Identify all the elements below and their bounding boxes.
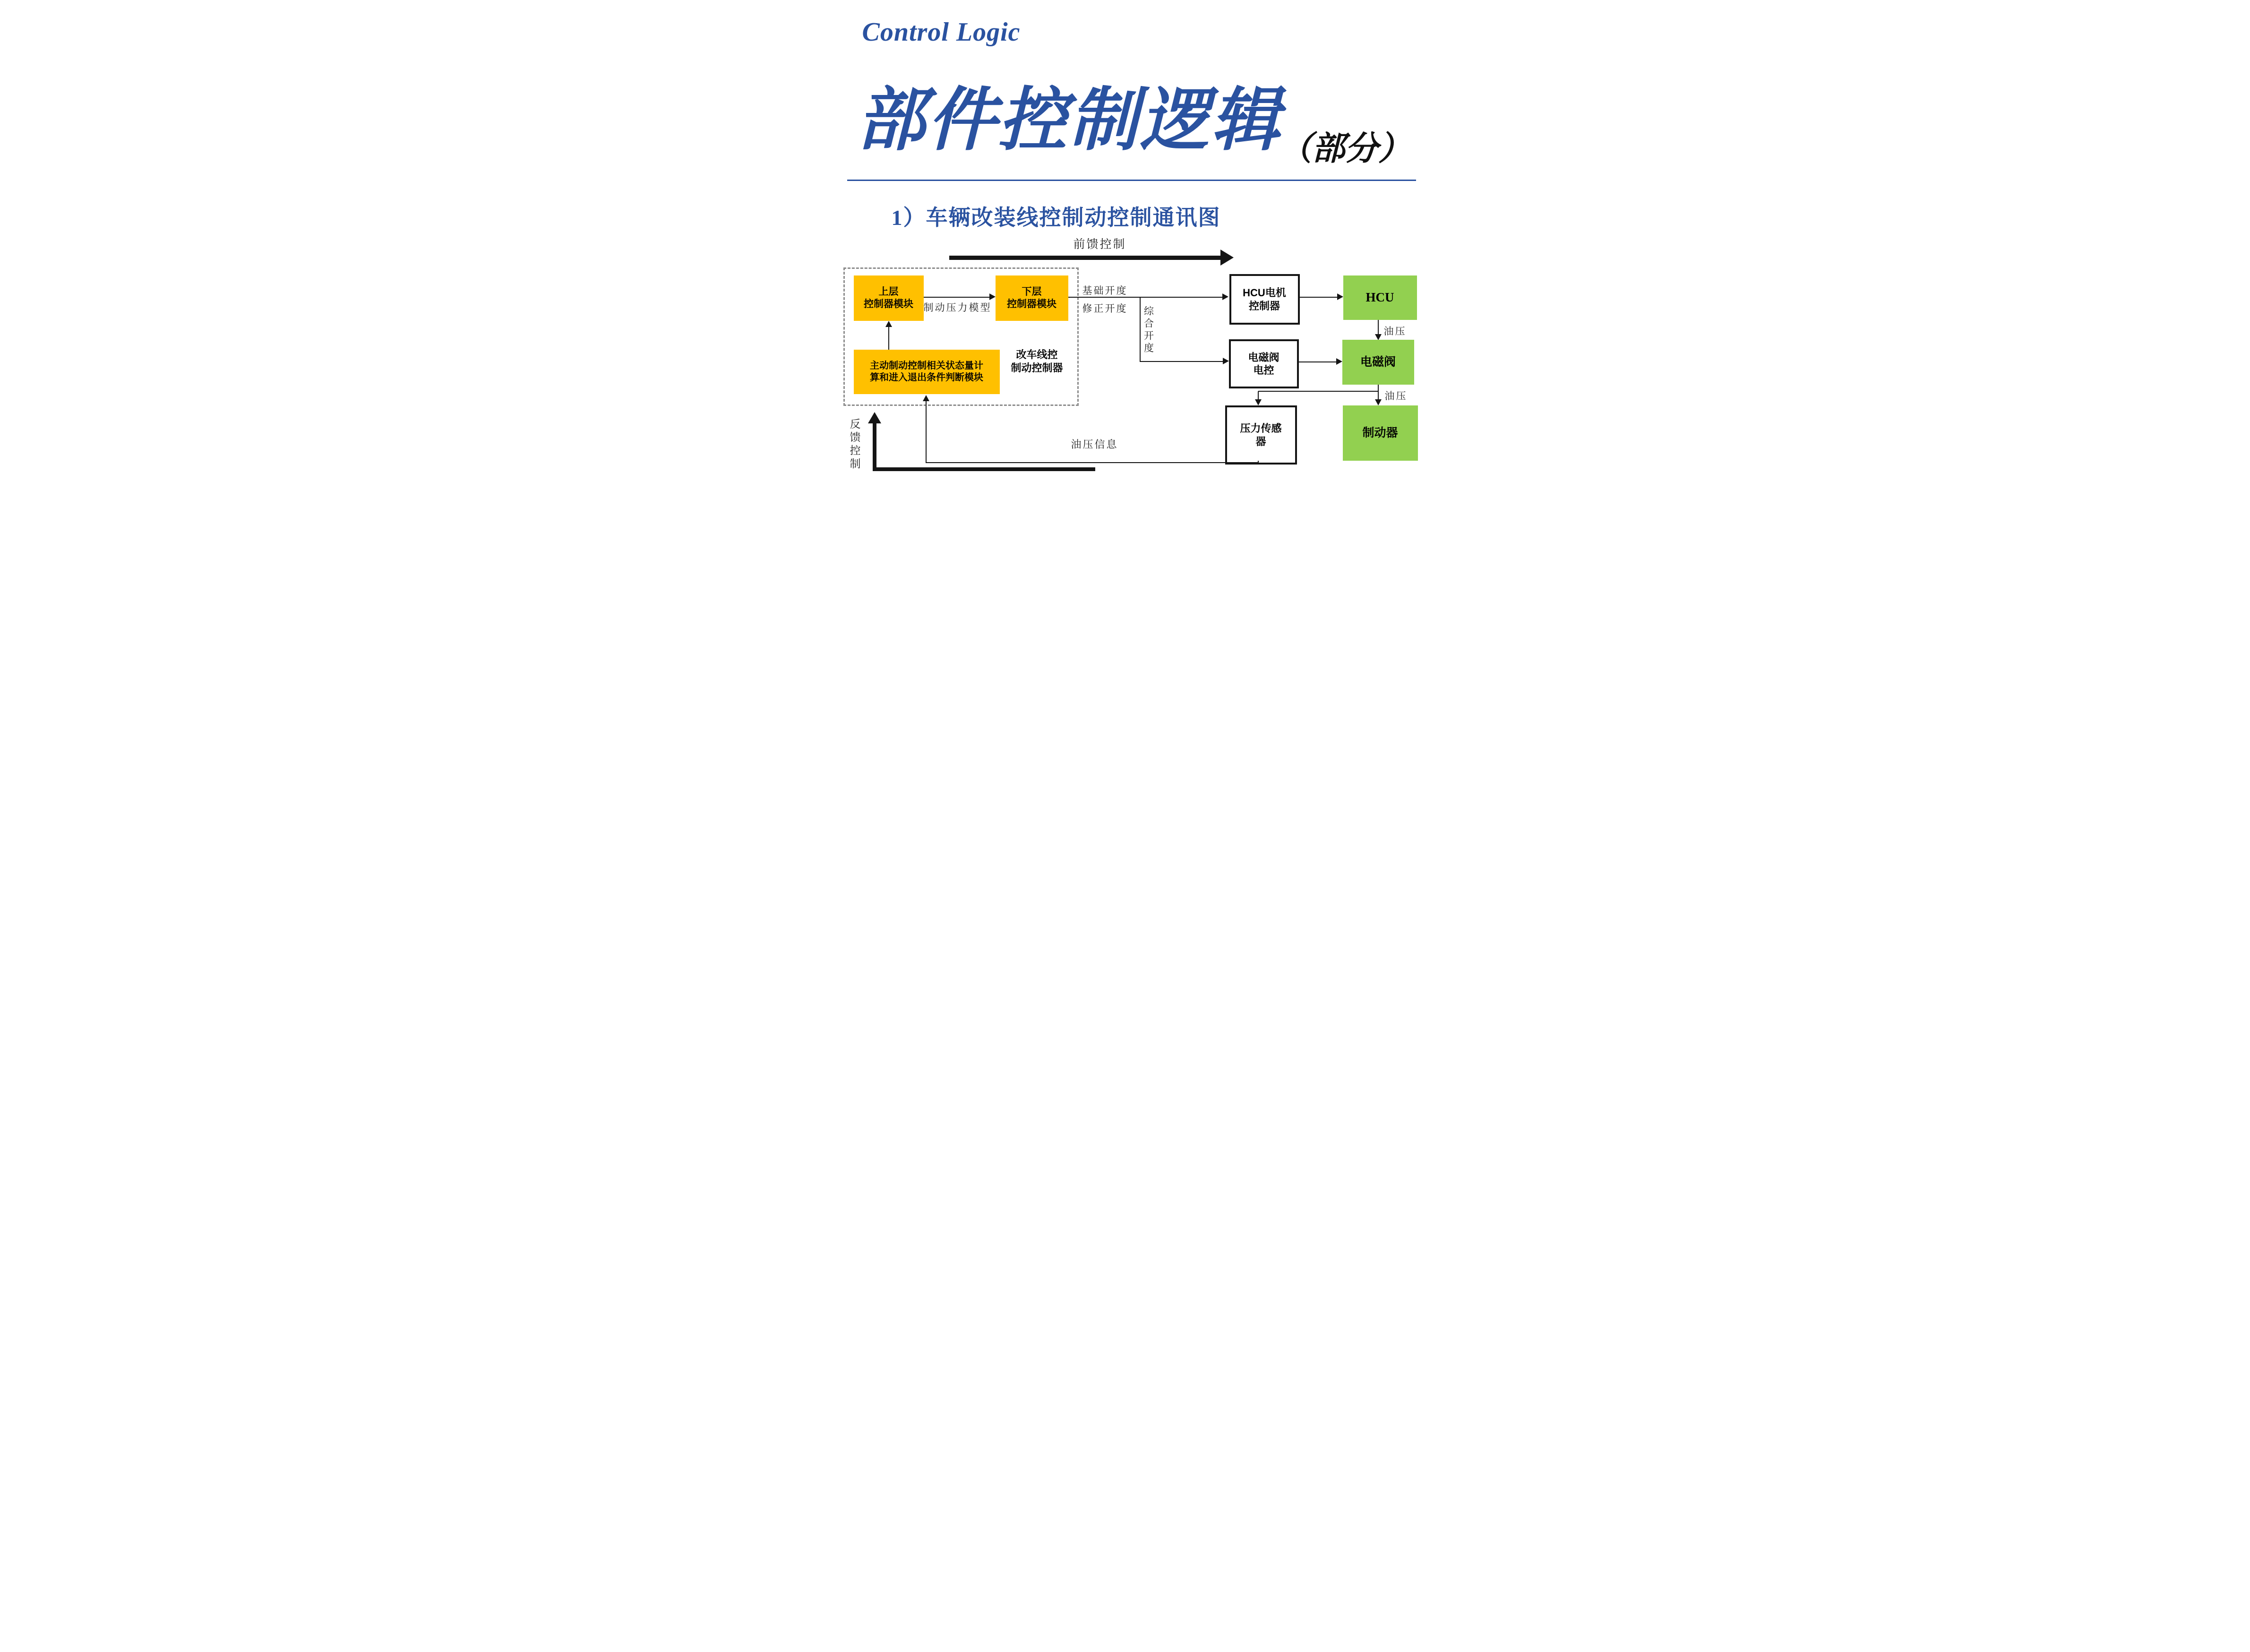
upper-controller-label-line1: 上层 (878, 286, 899, 297)
page-title: 部件控制逻辑 (856, 82, 1282, 159)
brake-pressure-model-label: 制动压力模型 (923, 302, 992, 313)
corrected-opening-label: 修正开度 (1082, 303, 1128, 314)
lower-controller-box (996, 275, 1068, 321)
lower-to-hcumotor-arrowhead (1222, 293, 1228, 300)
title-divider (847, 180, 1416, 181)
section-heading: 1）车辆改装线控制动控制通讯图 (891, 206, 1221, 230)
combined-opening-branch-hline (1140, 361, 1223, 362)
feedforward-arrow-line (949, 256, 1220, 260)
solenoid-control-label-line2: 电控 (1253, 364, 1274, 376)
state-calculation-box (854, 350, 1000, 394)
lower-controller-label-line1: 下层 (1022, 286, 1042, 297)
brake-box (1343, 405, 1418, 461)
state-calculation-label-line1: 主动制动控制相关状态量计 (870, 361, 983, 371)
oil-pressure-hcu-label: 油压 (1383, 326, 1407, 337)
basic-opening-label: 基础开度 (1082, 285, 1128, 296)
feedforward-label: 前馈控制 (1073, 238, 1126, 251)
valve-to-sensor-arrowhead (1255, 399, 1262, 405)
valve-to-brake-arrowhead (1375, 399, 1382, 405)
hcumotor-to-hcu-line (1298, 297, 1337, 298)
upper-controller-label-line2: 控制器模块 (864, 299, 913, 310)
script-heading: Control Logic (862, 17, 1021, 47)
oil-info-hline (926, 462, 1259, 463)
valve-to-brake-line (1378, 385, 1379, 399)
feedforward-arrowhead (1220, 250, 1234, 266)
hcu-motor-controller-label-line2: 控制器 (1248, 300, 1280, 312)
upper-controller-box (854, 275, 924, 321)
oil-pressure-info-label: 油压信息 (1071, 439, 1118, 450)
upper-to-lower-line (924, 297, 989, 298)
state-to-upper-arrowhead (885, 321, 892, 327)
hcu-motor-controller-box (1229, 274, 1300, 325)
solenoid-control-label-line1: 电磁阀 (1248, 351, 1280, 363)
oil-info-arrowhead (923, 395, 929, 401)
state-to-upper-line (888, 327, 889, 350)
oil-pressure-valve-label: 油压 (1384, 390, 1408, 402)
solctrl-to-valve-arrowhead (1336, 358, 1342, 365)
combined-opening-arrowhead (1223, 358, 1229, 364)
upper-to-lower-arrowhead (989, 293, 996, 300)
hcu-to-valve-line (1378, 320, 1379, 334)
lower-controller-label-line2: 控制器模块 (1007, 299, 1056, 310)
pressure-sensor-label-line2: 器 (1255, 435, 1266, 447)
page-title-suffix: （部分） (1279, 131, 1411, 167)
pressure-sensor-label-line1: 压力传感 (1240, 422, 1282, 434)
feedback-arrowhead (868, 412, 881, 423)
hcu-label: HCU (1365, 290, 1394, 305)
valve-to-sensor-vline (1258, 391, 1259, 399)
solenoid-control-box (1229, 339, 1299, 388)
group-label-line1: 改车线控 (1016, 349, 1058, 361)
solenoid-valve-label: 电磁阀 (1360, 355, 1396, 369)
solenoid-valve-box (1342, 340, 1414, 385)
group-label-line2: 制动控制器 (1011, 361, 1063, 374)
slide (788, 0, 1463, 496)
valve-to-sensor-hline (1258, 391, 1379, 392)
pressure-sensor-box (1225, 405, 1297, 465)
feedback-label: 反馈控制 (848, 418, 860, 471)
oil-info-vline (926, 401, 927, 462)
brake-label: 制动器 (1362, 426, 1398, 439)
lower-to-hcumotor-line (1068, 297, 1222, 298)
combined-opening-branch-vline (1140, 297, 1141, 361)
hcu-motor-controller-label-line1: HCU电机 (1243, 287, 1286, 299)
solctrl-to-valve-line (1297, 361, 1336, 362)
combined-opening-label: 综合开度 (1142, 306, 1154, 355)
feedback-arrow-vline (873, 423, 876, 467)
state-calculation-label-line2: 算和进入退出条件判断模块 (870, 372, 983, 383)
group-label (999, 348, 1075, 374)
hcumotor-to-hcu-arrowhead (1337, 293, 1343, 300)
hcu-box (1343, 275, 1417, 320)
feedback-arrow-hline (873, 467, 1095, 471)
